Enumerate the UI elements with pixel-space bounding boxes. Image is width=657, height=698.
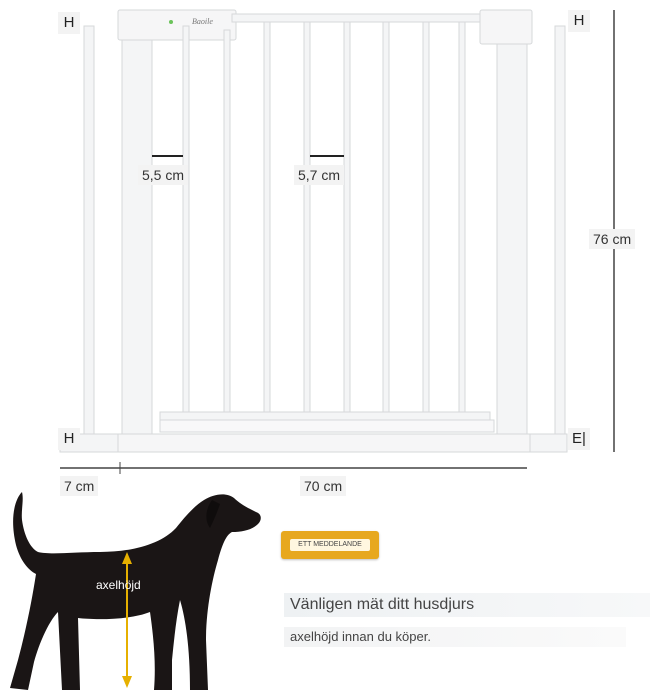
corner-label-top-left: H bbox=[58, 12, 80, 34]
bar-gap-center-label: 5,7 cm bbox=[294, 165, 344, 185]
corner-label-bottom-left: H bbox=[58, 428, 80, 450]
brand-logo: Baoile bbox=[192, 17, 213, 26]
shoulder-height-label: axelhöjd bbox=[96, 578, 141, 592]
notice-badge bbox=[281, 531, 379, 559]
corner-label-bottom-right: E| bbox=[568, 428, 590, 450]
main-width-label: 70 cm bbox=[300, 476, 346, 496]
notice-line-2: axelhöjd innan du köper. bbox=[284, 627, 626, 647]
notice-badge-text: ETT MEDDELANDE bbox=[290, 539, 370, 551]
height-label: 76 cm bbox=[589, 229, 635, 249]
corner-label-top-right: H bbox=[568, 10, 590, 32]
notice-line-1: Vänligen mät ditt husdjurs bbox=[284, 593, 650, 617]
extension-width-label: 7 cm bbox=[60, 476, 98, 496]
bar-gap-left-label: 5,5 cm bbox=[138, 165, 188, 185]
